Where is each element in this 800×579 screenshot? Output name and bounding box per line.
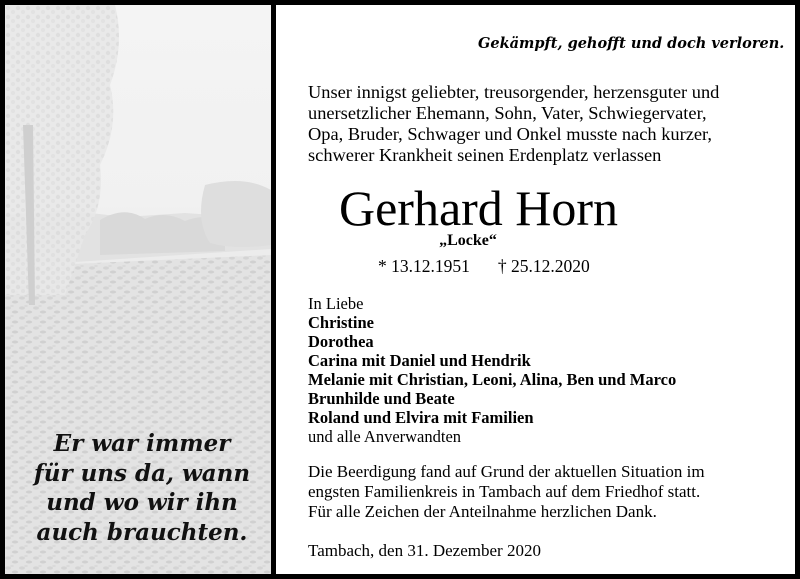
mourner-name: Melanie mit Christian, Leoni, Alina, Ben und Marco bbox=[308, 370, 677, 389]
deceased-name: Gerhard Horn bbox=[339, 180, 619, 236]
mourner-name: Dorothea bbox=[308, 332, 374, 351]
funeral-line: Die Beerdigung fand auf Grund der aktuellen Situation im bbox=[308, 462, 705, 481]
mourner-name: Carina mit Daniel und Hendrik bbox=[308, 351, 531, 370]
nickname: „Locke“ bbox=[439, 232, 497, 249]
funeral-line: engsten Familienkreis in Tambach auf dem Friedhof statt. bbox=[308, 482, 701, 501]
intro-paragraph bbox=[308, 82, 778, 166]
mourners-intro: In Liebe bbox=[308, 294, 364, 313]
verse-line: und wo wir ihn bbox=[46, 489, 238, 516]
birth-date: * 13.12.1951 bbox=[378, 256, 470, 276]
verse-line: auch brauchten. bbox=[36, 518, 248, 546]
funeral-line: Für alle Zeichen der Anteilnahme herzlichen Dank. bbox=[308, 502, 657, 521]
mourners-closing: und alle Anverwandten bbox=[308, 427, 462, 446]
mourner-name: Christine bbox=[308, 313, 374, 332]
intro-line: schwerer Krankheit seinen Erdenplatz verlassen bbox=[308, 145, 662, 165]
verse-line: Er war immer bbox=[53, 430, 231, 457]
verse-text bbox=[27, 429, 257, 547]
mourner-name: Brunhilde und Beate bbox=[308, 389, 455, 408]
column-divider bbox=[271, 5, 276, 574]
motto: Gekämpft, gehofft und doch verloren. bbox=[478, 35, 785, 52]
mourner-name: Roland und Elvira mit Familien bbox=[308, 408, 534, 427]
death-date: † 25.12.2020 bbox=[497, 256, 590, 276]
intro-line: Unser innigst geliebter, treusorgender, herzensguter und bbox=[308, 82, 720, 102]
landscape-photo bbox=[5, 5, 271, 574]
life-dates bbox=[378, 256, 678, 277]
funeral-notice bbox=[308, 462, 778, 522]
verse-line: für uns da, wann bbox=[33, 459, 251, 487]
intro-line: unersetzlicher Ehemann, Sohn, Vater, Schwiegervater, bbox=[308, 103, 707, 123]
mourners-list bbox=[308, 294, 778, 446]
place-and-date: Tambach, den 31. Dezember 2020 bbox=[308, 541, 541, 560]
intro-line: Opa, Bruder, Schwager und Onkel musste nach kurzer, bbox=[308, 124, 713, 144]
